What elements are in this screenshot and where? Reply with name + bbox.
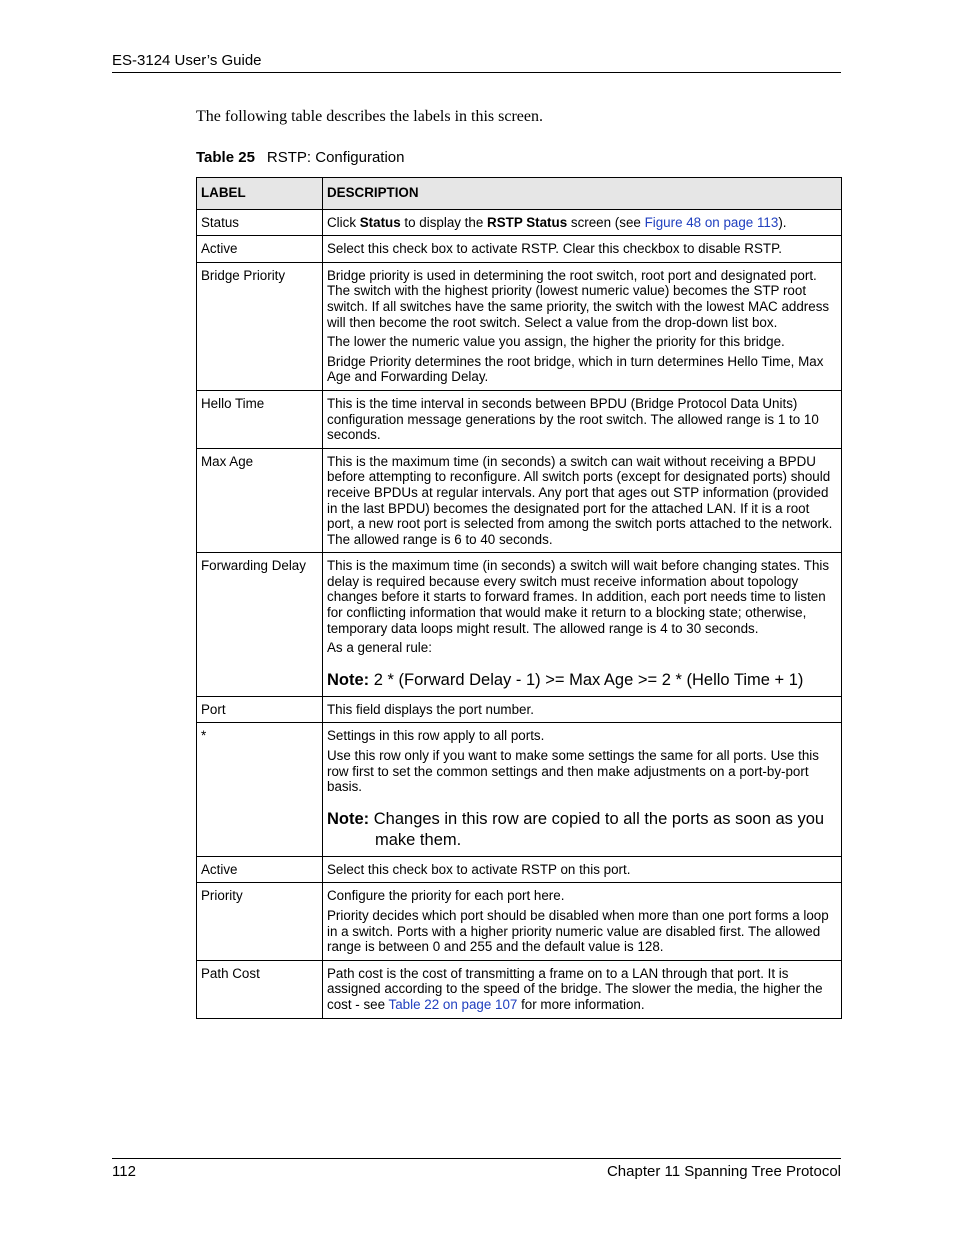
row-label: Priority (197, 883, 323, 960)
text: Click (327, 214, 360, 230)
running-header (112, 50, 841, 73)
text: for more information. (517, 996, 645, 1012)
row-description: This is the maximum time (in seconds) a switch can wait without receiving a BPDU before attempting to reconfigure. All switch ports (except for designated ports) should receive BPDUs at regular intervals. Any port that ages out STP information (provided in the last BPDU) becomes the designated port for the attached LAN. If it is a root port, a new root port is selected from among the switch ports attached to the network. The allowed range is 6 to 40 seconds. (323, 448, 842, 553)
paragraph: Bridge priority is used in determining the root switch, root port and designated port. The switch with the highest priority (lowest numeric value) becomes the STP root switch. If all switches have the same priority, the switch with the lowest MAC address will then become the root switch. Select a value from the drop-down list box. (327, 267, 830, 330)
note (327, 809, 837, 851)
note (327, 670, 837, 691)
text: screen (see (567, 214, 645, 230)
description-table (196, 177, 842, 1019)
text: Path cost is the cost of transmitting a frame on to a LAN through that port. It is assigned according to the speed of the bridge. The slower the media, the higher the cost - see (327, 965, 823, 1012)
row-description: This field displays the port number. (323, 696, 842, 723)
table-caption (196, 149, 405, 166)
description-column-header: DESCRIPTION (323, 178, 842, 210)
guide-title: ES-3124 User’s Guide (112, 52, 262, 69)
row-description: Select this check box to activate RSTP. Clear this checkbox to disable RSTP. (323, 236, 842, 263)
paragraph: This is the maximum time (in seconds) a switch will wait before changing states. This delay is required because every switch must receive information about topology changes before it starts to forward frames. In addition, each port needs time to listen for conflicting information that would make it return to a blocking state; otherwise, temporary data loops might result. The allowed range is 4 to 30 seconds. (327, 558, 830, 636)
paragraph: Settings in this row apply to all ports. (327, 728, 545, 744)
paragraph: As a general rule: (327, 640, 432, 656)
paragraph: Configure the priority for each port here. (327, 888, 565, 904)
running-footer (112, 1158, 841, 1183)
row-description (323, 723, 842, 856)
bold-term: RSTP Status (487, 214, 568, 230)
row-description (323, 883, 842, 960)
row-label: Active (197, 236, 323, 263)
page-number: 112 (112, 1163, 136, 1180)
table-row (197, 960, 842, 1018)
row-description: This is the time interval in seconds between BPDU (Bridge Protocol Data Units) configuration message generations by the root switch. The allowed range is 1 to 10 seconds. (323, 390, 842, 448)
bold-term: Status (359, 214, 401, 230)
paragraph: Priority decides which port should be disabled when more than one port forms a loop in a switch. Ports with a higher priority numeric value are disabled first. The allowed range is between 0 and 255 and the default value is 128. (327, 908, 829, 955)
text: to display the (400, 214, 488, 230)
row-label: Hello Time (197, 390, 323, 448)
note-label: Note: (327, 670, 370, 689)
paragraph: Use this row only if you want to make some settings the same for all ports. Use this row first to set the common settings and then make adjustments on a port-by-port basis. (327, 748, 819, 795)
note-text: 2 * (Forward Delay - 1) >= Max Age >= 2 * (Hello Time + 1) (369, 670, 804, 689)
table-row (197, 723, 842, 856)
paragraph: The lower the numeric value you assign, the higher the priority for this bridge. (327, 334, 785, 350)
table-row (197, 390, 842, 448)
row-description (323, 262, 842, 390)
row-label: Path Cost (197, 960, 323, 1018)
row-label: Max Age (197, 448, 323, 553)
paragraph: Bridge Priority determines the root bridge, which in turn determines Hello Time, Max Age and Forwarding Delay. (327, 353, 824, 385)
table-row (197, 856, 842, 883)
row-label: Bridge Priority (197, 262, 323, 390)
table-title: RSTP: Configuration (266, 149, 405, 166)
text: ). (778, 214, 787, 230)
table-header-row (197, 178, 842, 210)
row-label: * (197, 723, 323, 856)
figure-link[interactable]: Figure 48 on page 113 (644, 214, 779, 230)
note-label: Note: (327, 809, 370, 828)
row-label: Forwarding Delay (197, 553, 323, 697)
table-row (197, 448, 842, 553)
table-number: Table 25 (196, 149, 255, 166)
table-row (197, 209, 842, 236)
row-label: Status (197, 209, 323, 236)
row-description (323, 209, 842, 236)
intro-text: The following table describes the labels in this screen. (196, 108, 544, 125)
table-row (197, 553, 842, 697)
note-text: Changes in this row are copied to all the ports as soon as you make them. (369, 809, 825, 849)
label-column-header: LABEL (197, 178, 323, 210)
table-row (197, 262, 842, 390)
table-row (197, 236, 842, 263)
table-row (197, 696, 842, 723)
row-description: Select this check box to activate RSTP on this port. (323, 856, 842, 883)
chapter-title: Chapter 11 Spanning Tree Protocol (606, 1163, 841, 1180)
row-description (323, 960, 842, 1018)
table-row (197, 883, 842, 960)
row-label: Active (197, 856, 323, 883)
row-label: Port (197, 696, 323, 723)
table-link[interactable]: Table 22 on page 107 (388, 996, 518, 1012)
row-description (323, 553, 842, 697)
